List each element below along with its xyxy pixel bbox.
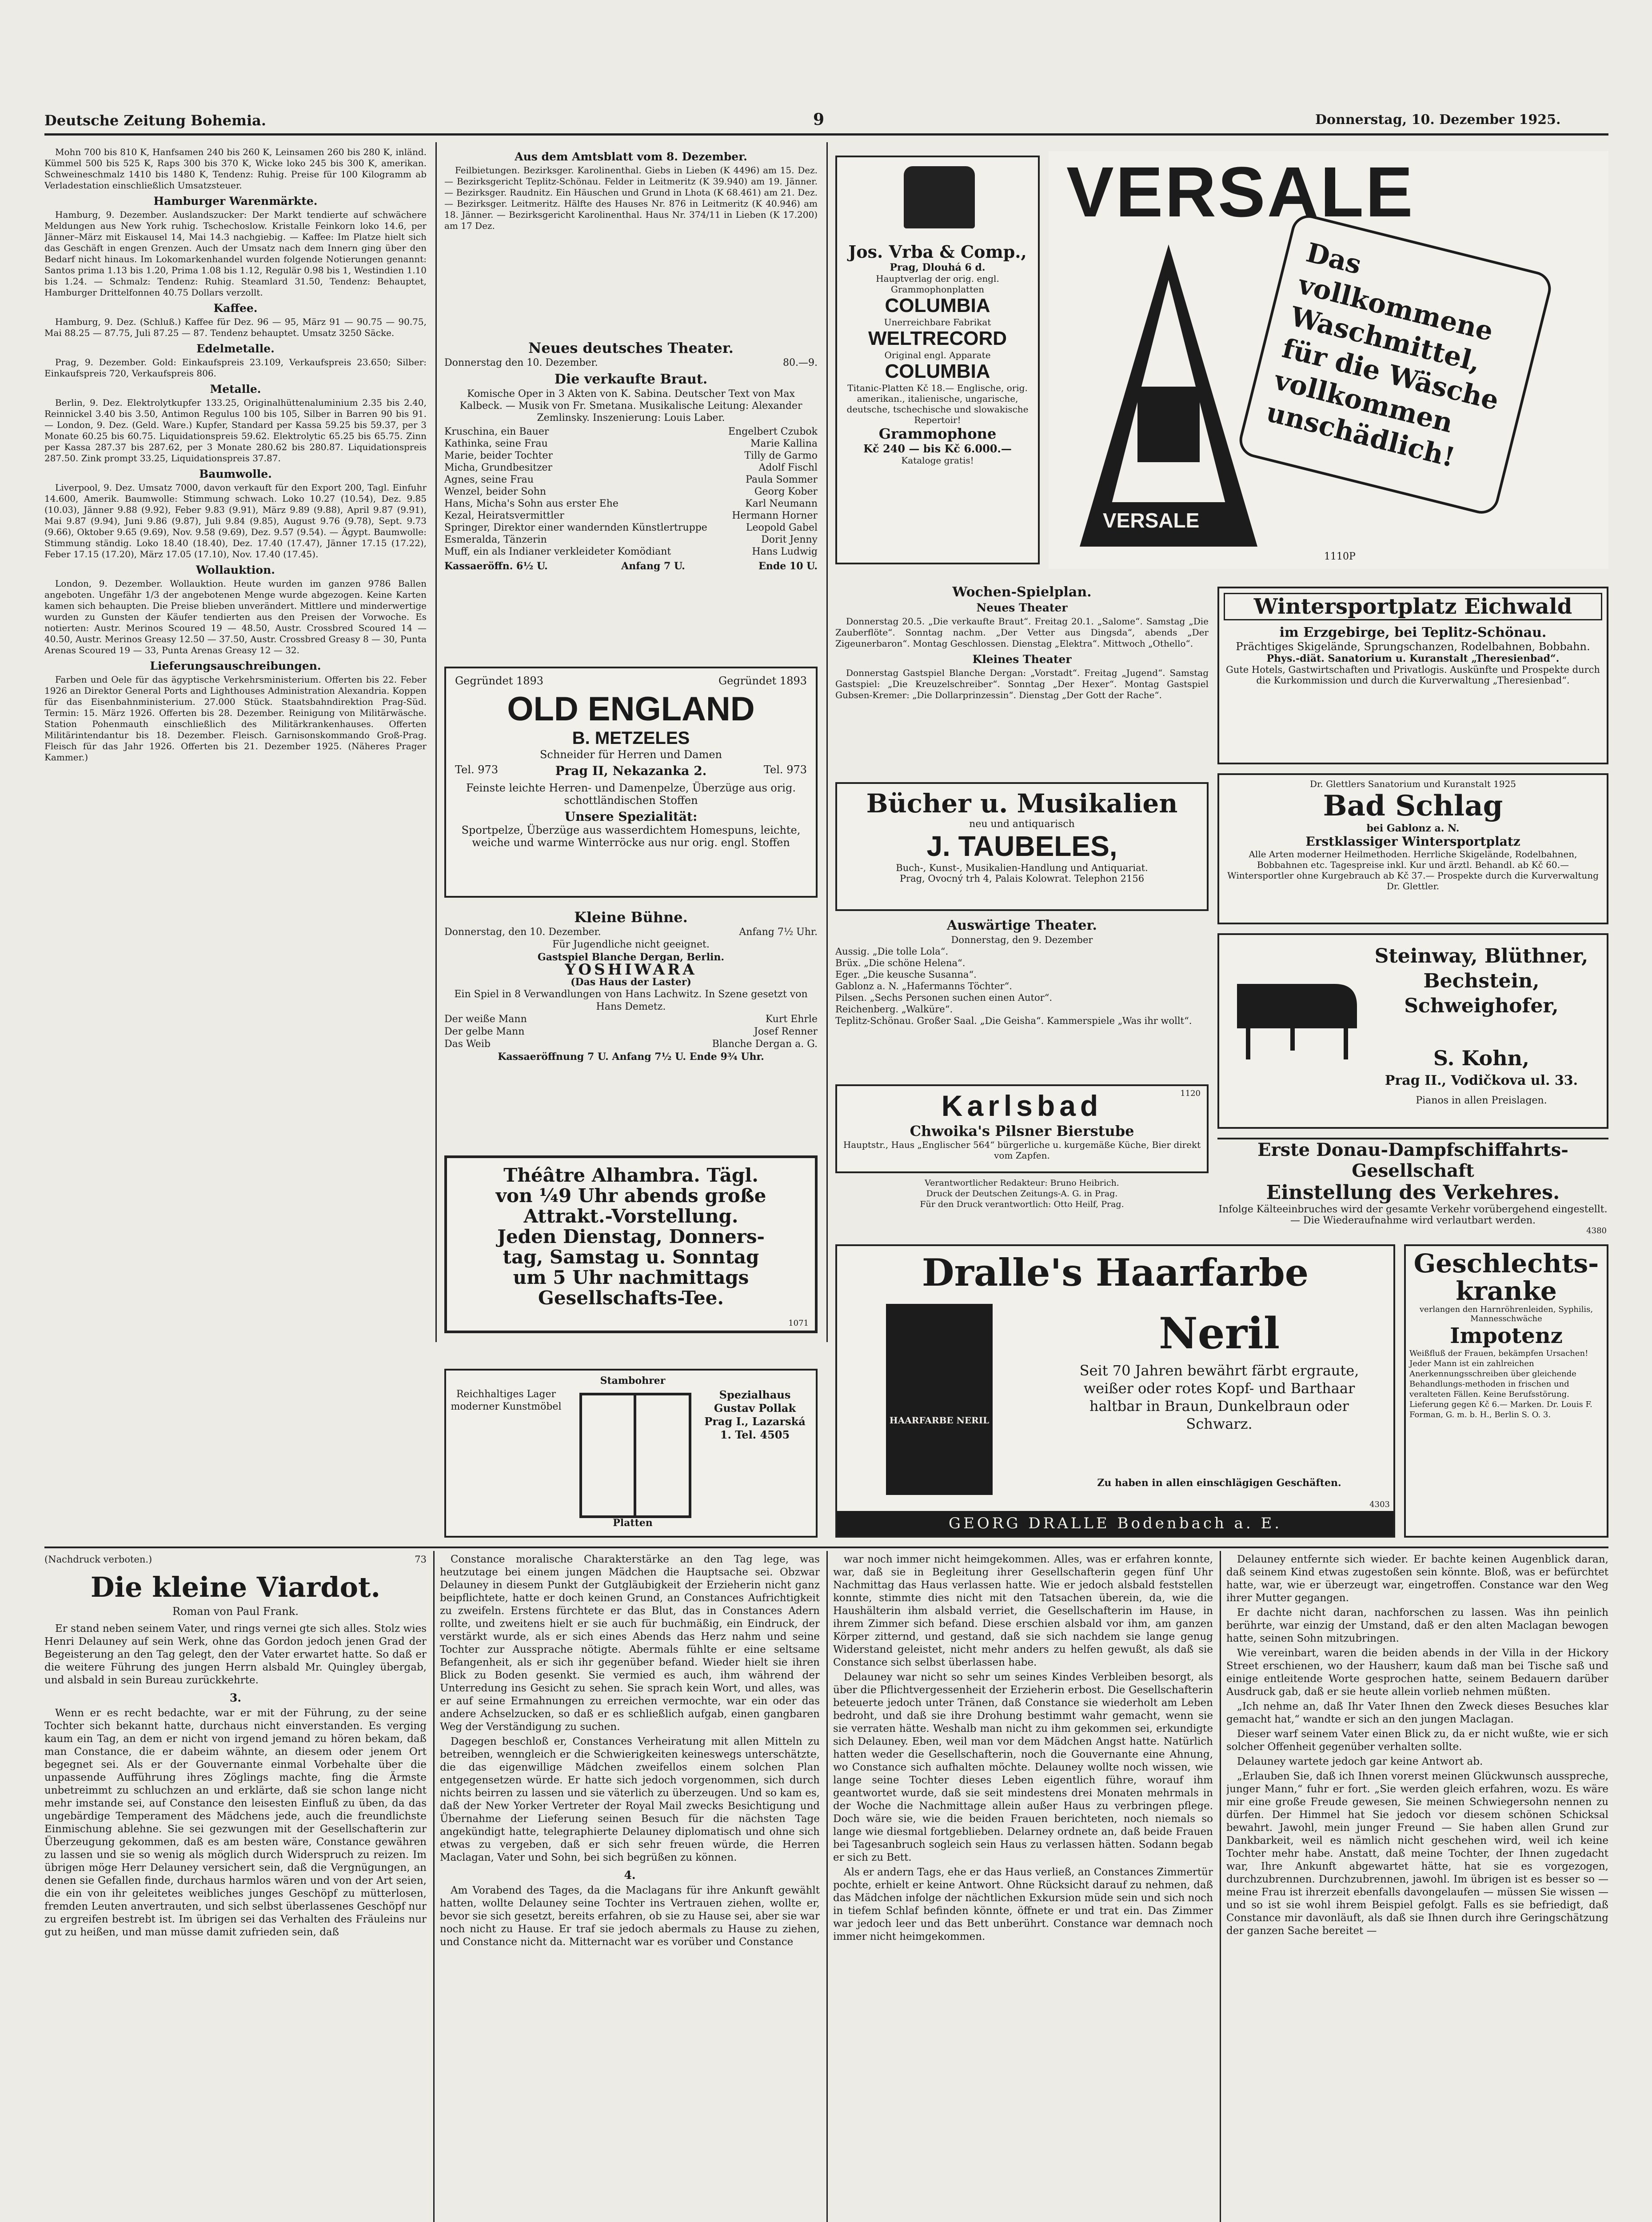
kleine-buehne-heading: Kleine Bühne.: [574, 909, 688, 926]
bad-schlag-top: Dr. Glettlers Sanatorium und Kuranstalt 1925: [1309, 779, 1516, 789]
steinway-note: Pianos in allen Preislagen.: [1416, 1095, 1547, 1106]
gramophone-icon: [904, 166, 975, 228]
wochen-neues-heading: Neues Theater: [976, 601, 1068, 614]
auswaertige-entry: Reichenberg. „Walküre“.: [835, 1004, 953, 1015]
issue-date: Donnerstag, 10. Dezember 1925.: [1315, 112, 1561, 128]
old-england-address-row: [455, 763, 807, 778]
ad-pollak-furniture: [444, 1369, 818, 1538]
feuilleton-p12: „Ich nehme an, daß Ihr Vater Ihnen den Zweck dieses Besuches klar gemacht hat,“ wandte er sich an den jungen Maclagan.: [1226, 1701, 1608, 1725]
vrba-footer: Kataloge gratis!: [901, 455, 974, 466]
cast-actor: Hermann Horner: [732, 510, 818, 521]
feuilleton-col-rule: [1220, 1551, 1221, 2222]
eichwald-line4: Gute Hotels, Gastwirtschaften und Privatlogis. Auskünfte und Prospekte durch die Kurkommission und durch die Kurverwaltung „Theresienbad“.: [1226, 664, 1600, 686]
auswaertige-date: Donnerstag, den 9. Dezember: [951, 935, 1093, 945]
auswaertige-entry: Aussig. „Die tolle Lola“.: [835, 946, 949, 957]
hamburg-text: Hamburg, 9. Dezember. Auslandszucker: Der Markt tendierte auf schwächere Meldungen aus New York ruhig. Tschechoslow. Kristalle Feinkorn loko 14.6, per Jänner–März mit Eiskausel 14, Mai 14.3 nachgiebig. — Kaffee: Im Platze hielt sich das Geschäft in engen Grenzen. Auch der Umsatz nach dem Innern ging über den Bedarf nicht hinaus. Im Lokomarkenhandel wurden folgende Notierungen genannt: Santos prima 1.13 bis 1.20, Prima 1.08 bis 1.12, Regulär 0.98 bis 1, Westindien 1.10 bis 1.24. — Schmalz: Tendenz: Ruhig. Steamlard 31.50, Tendenz: Behauptet, Hamburger Drittelfonnen 40.75 Dollars verzollt.: [44, 209, 427, 298]
gk-title1: Geschlechts-: [1413, 1248, 1599, 1279]
neues-theater-cast: [444, 426, 818, 558]
imprint-print1: Druck der Deutschen Zeitungs-A. G. in Prag.: [926, 1189, 1118, 1199]
steinway-dealer: S. Kohn,: [1433, 1046, 1530, 1070]
old-england-trade: Schneider für Herren und Damen: [539, 748, 722, 761]
cast-role: Esmeralda, Tänzerin: [444, 534, 547, 545]
ddsg-title: Erste Donau-Dampfschiffahrts-Gesellschaft: [1257, 1139, 1568, 1181]
ad-taubeles: [835, 782, 1209, 911]
ad-old-england: [444, 667, 818, 898]
cast-actor: Leopold Gabel: [746, 522, 818, 533]
old-england-founded-left: Gegründet 1893: [455, 675, 544, 687]
vrba-name: Jos. Vrba & Comp.,: [848, 242, 1027, 262]
pollak-right: Spezialhaus Gustav Pollak Prag I., Lazarská 1. Tel. 4505: [704, 1388, 806, 1441]
feuilleton-p14: Delauney wartete jedoch gar keine Antwort ab.: [1237, 1756, 1483, 1767]
market-reports: [44, 147, 427, 1342]
feuilleton-number: 73: [415, 1554, 427, 1565]
ad-alhambra: [444, 1155, 818, 1333]
dralle-bottle: HAARFARBE NERIL: [886, 1304, 993, 1495]
kleine-buehne-date-row: [444, 926, 818, 939]
old-england-owner: B. METZELES: [572, 728, 690, 748]
neues-theater-date-row: [444, 357, 818, 369]
vrba-brand1: COLUMBIA: [885, 295, 990, 316]
imprint-editor: Verantwortlicher Redakteur: Bruno Heibrich.: [925, 1178, 1119, 1188]
cast-actor: Tilly de Garmo: [744, 450, 818, 461]
feuilleton-p11: Wie vereinbart, waren die beiden abends in der Villa in der Hickory Street erschienen, wo der Hausherr, kaum daß man bei Tische saß und einige entleitende Worte gesprochen hatte, seinem Bedauern darüber Ausdruck gab, daß er sie heute allein vorlieb nehmen müßten.: [1226, 1647, 1608, 1698]
ad-versale: [1049, 151, 1608, 569]
header-rule: [44, 133, 1608, 136]
cabinet-icon: [579, 1393, 691, 1518]
piano-icon: [1228, 966, 1361, 1064]
cotton-heading: Baumwolle.: [199, 468, 272, 480]
cast-role: Springer, Direktor einer wandernden Künstlertruppe: [444, 522, 707, 533]
gk-title2: kranke: [1456, 1276, 1557, 1306]
neues-theater-play: Die verkaufte Braut.: [554, 372, 708, 387]
precious-metals-text: Prag, 9. Dezember. Gold: Einkaufspreis 23.109, Verkaufspreis 23.650; Silber: Einkaufspreis 720, Verkaufspreis 806.: [44, 357, 427, 379]
bad-schlag-text: Alle Arten moderner Heilmethoden. Herrliche Skigelände, Rodelbahnen, Bobbahnen etc. Tagespreise inkl. Kur und ärztl. Behandl. ab Kč 60.— Wintersportler ohne Kurgebrauch ab Kč 37.— Prospekte durch die Kurverwaltung Dr. Glettler.: [1227, 849, 1599, 891]
precious-metals-heading: Edelmetalle.: [196, 342, 275, 355]
neues-theater-footer-mid: Anfang 7 U.: [621, 560, 685, 572]
kleine-buehne-play: YOSHIWARA: [565, 961, 697, 979]
auswaertige-entry: Brüx. „Die schöne Helena“.: [835, 958, 966, 968]
auswaertige-entry: Eger. „Die keusche Susanna“.: [835, 969, 977, 980]
vrba-sub: Hauptverlag der orig. engl. Grammophonplatten: [876, 273, 999, 295]
neues-theater-footer: [444, 560, 818, 572]
eichwald-line1: im Erzgebirge, bei Teplitz-Schönau.: [1279, 625, 1547, 640]
hamburg-heading: Hamburger Warenmärkte.: [153, 195, 318, 208]
versale-brand: VERSALE: [1066, 152, 1415, 232]
cast-row: [444, 546, 818, 558]
feuilleton-col-rule: [433, 1551, 435, 2222]
kleine-buehne-note: Für Jugendliche nicht geeignet.: [552, 939, 710, 950]
gk-text: Weißfluß der Frauen, bekämpfen Ursachen! Jeder Mann ist ein zahlreichen Anerkennungsschreiben über gleichende Behandlungs-methoden in frischen und veralteten Fällen. Keine Berufsstörung. Lieferung gegen Kč 6.— Marken. Dr. Louis F. Forman, G. m. b. H., Berlin S. O. 3.: [1409, 1349, 1592, 1419]
wool-heading: Wollauktion.: [196, 563, 275, 576]
supplies-text: Farben und Oele für das ägyptische Verkehrsministerium. Offerten bis 22. Feber 1926 an Direktor General Ports and Lighthouses Administration Alexandria. Koppen für das Eisenbahnministerium. 27.000 Stück. Staatsbahndirektion Prag-Süd. Termin: 15. März 1926. Offerten bis 28. Dezember. Reinigung von Militärwäsche. Station Pohenmauth einschließlich des Militärkrankenhauses. Offerten Militärintendantur bis 18. Dezember. Fleisch. Garnisonskommando Groß-Prag. Fleisch für das Jahr 1926. Offerten bis 21. Dezember 1925. (Näheres Prager Kammer.): [44, 674, 427, 763]
ad-eichwald: [1217, 587, 1608, 764]
ddsg-code: 4380: [1586, 1226, 1607, 1235]
cast-role: Hans, Micha's Sohn aus erster Ehe: [444, 498, 619, 509]
steinway-brands: Steinway, Blüthner, Bechstein, Schweighofer,: [1374, 945, 1588, 1017]
cast-role: Agnes, seine Frau: [444, 474, 534, 485]
cast-actor: Blanche Dergan a. G.: [712, 1039, 818, 1050]
pollak-left: Reichhaltiges Lager moderner Kunstmöbel: [451, 1389, 562, 1412]
vrba-brand3: COLUMBIA: [885, 360, 990, 382]
cast-role: Marie, beider Tochter: [444, 450, 553, 461]
alhambra-line7: Gesellschafts-Tee.: [538, 1287, 724, 1309]
cast-role: Der weiße Mann: [444, 1014, 527, 1025]
metals-heading: Metalle.: [210, 383, 261, 396]
neues-theater: [444, 338, 818, 658]
feuilleton-col-4: [1226, 1553, 1608, 2222]
vrba-brand1-sub: Unerreichbare Fabrikat: [884, 317, 991, 328]
versale-code: 1110P: [1324, 551, 1356, 562]
ad-vrba: [835, 156, 1040, 564]
kleine-buehne: [444, 907, 818, 1138]
bad-schlag-name: Bad Schlag: [1323, 789, 1503, 823]
ad-steinway: [1217, 933, 1608, 1129]
kleine-buehne-guest: Gastspiel Blanche Dergan, Berlin.: [537, 951, 725, 963]
steinway-address: Prag II., Vodičkova ul. 33.: [1385, 1073, 1578, 1088]
supplies-heading: Lieferungsauschreibungen.: [150, 659, 321, 672]
auswaertige-entry: Teplitz-Schönau. Großer Saal. „Die Geisha“. Kammerspiele „Was ihr wollt“.: [835, 1015, 1192, 1026]
neues-theater-date: Donnerstag den 10. Dezember.: [444, 357, 598, 368]
cast-actor: Hans Ludwig: [752, 546, 818, 557]
ad-karlsbad: [835, 1084, 1209, 1173]
cast-role: Micha, Grundbesitzer: [444, 462, 553, 473]
kleine-buehne-cast: [444, 1013, 818, 1051]
ddsg-text: Infolge Kälteeinbruches wird der gesamte Verkehr vorübergehend eingestellt. — Die Wiederaufnahme wird verlautbart werden.: [1218, 1204, 1608, 1226]
cast-actor: Kurt Ehrle: [765, 1014, 818, 1025]
old-england-founded-row: [455, 675, 807, 687]
pollak-top: Stambohrer: [600, 1375, 666, 1387]
feuilleton-col-2: [440, 1553, 820, 2222]
cast-role: Wenzel, beider Sohn: [444, 486, 547, 497]
taubeles-address: Prag, Ovocný trh 4, Palais Kolowrat. Telephon 2156: [899, 873, 1145, 884]
neues-theater-footer-right: Ende 10 U.: [758, 560, 818, 572]
old-england-tel-left: Tel. 973: [455, 763, 499, 776]
neues-theater-desc: Komische Oper in 3 Akten von K. Sabina. Deutscher Text von Max Kalbeck. — Musik von Fr. Smetana. Musikalische Leitung: Alexander Zemlinsky. Inszenierung: Louis Laber.: [459, 388, 802, 424]
cast-actor: Marie Kallina: [750, 438, 818, 449]
dralle-title: Dralle's Haarfarbe: [922, 1251, 1309, 1295]
auswaertige-heading: Auswärtige Theater.: [947, 918, 1097, 933]
wochen-kleines-heading: Kleines Theater: [972, 653, 1072, 666]
old-england-founded-right: Gegründet 1893: [718, 675, 807, 687]
neues-theater-footer-left: Kassaeröffn. 6½ U.: [444, 560, 548, 572]
feuilleton-section-3: 3.: [229, 1691, 242, 1704]
feuilleton-byline: Roman von Paul Frank.: [172, 1605, 299, 1618]
auswaertige-theater: [835, 915, 1209, 1080]
feuilleton-p10: Er dachte nicht daran, nachforschen zu lassen. Was ihn peinlich berührte, war einzig der Umstand, daß er den alten Maclagan bewogen hatte, seinen Sohn mitzubringen.: [1226, 1607, 1608, 1644]
alhambra-line4: Jeden Dienstag, Donners-: [497, 1226, 765, 1247]
versale-label: VERSALE: [1097, 507, 1205, 534]
feuilleton-col-1: [44, 1553, 427, 2222]
alhambra-line2: von ¼9 Uhr abends große: [495, 1185, 766, 1207]
masthead-left: Deutsche Zeitung Bohemia.: [44, 112, 267, 129]
feuilleton-head-row: [44, 1553, 427, 1566]
vrba-grammo: Grammophone: [878, 425, 997, 442]
feuilleton-reprint: (Nachdruck verboten.): [44, 1554, 152, 1565]
versale-scroll: [1236, 212, 1555, 518]
ddsg-headline: Einstellung des Verkehres.: [1266, 1181, 1560, 1204]
cast-row: [444, 462, 818, 474]
old-england-line2: Sportpelze, Überzüge aus wasserdichtem Homespuns, leichte, weiche und warme Winterröcke aus nur orig. engl. Stoffen: [461, 824, 801, 849]
kleine-buehne-footer: Kassaeröffnung 7 U. Anfang 7½ U. Ende 9¾ Uhr.: [498, 1051, 764, 1063]
ad-dralle: [835, 1244, 1395, 1538]
cast-actor: Karl Neumann: [745, 498, 818, 509]
alhambra-line3: Attrakt.-Vorstellung.: [523, 1205, 738, 1227]
ad-ddsg: [1217, 1138, 1608, 1237]
wochen-heading: Wochen-Spielplan.: [952, 584, 1092, 600]
metals-text: Berlin, 9. Dez. Elektrolytkupfer 133.25, Originalhüttenaluminium 2.35 bis 2.40, Reinnickel 3.40 bis 3.50, Antimon Regulus 100 bis 105, Silber in Barren 90 bis 91. — London, 9. Dez. (Geld. Ware.) Kupfer, Standard per Kassa 59.25 bis 59.37, per 3 Monate 60.25 bis 60.75. Liquidationspreis 59.62. Elektrolytic 65.25 bis 65.75. Zinn per Kassa 287.37 bis 287.62, per 3 Monate 280.62 bis 280.87. Liquidationspreis 287.50. Zink prompt 33.25, Liquidationspreis 37.87.: [44, 397, 427, 464]
ad-bad-schlag: [1217, 773, 1608, 924]
feuilleton-p5: Am Vorabend des Tages, da die Maclagans für ihre Ankunft gewählt hatten, wollte Delauney seine Tochter ins Vertrauen ziehen, wollte er, bevor sie sich gesetzt, bereits erfahren, ob sie zu Hause sei, aber sie war noch nicht zu Hause. Er traf sie jedoch abermals zu Hause zu ziehen, und Constance nicht da. Mitternacht war es vorüber und Constance: [440, 1885, 820, 1948]
wool-text: London, 9. Dezember. Wollauktion. Heute wurden im ganzen 9786 Ballen angeboten. Ungefähr 1/3 der angebotenen Menge wurde abgezogen. Keine Karten kamen sich behaupten. Die Preise blieben unverändert. Mittlere und minderwertige wurden zu Gunsten der Käufer tendierten aus den Preisen der Vorwoche. Es notierten: Austr. Merinos Scoured 19 — 48.50, Austr. Crossbred Scoured 14 — 40.50, Austr. Merinos Greasy 12.50 — 37.50, Austr. Crossbred Greasy 8 — 30, Punta Arenas Scoured 19 — 33, Punta Arenas Greasy 12 — 32.: [44, 578, 427, 655]
cast-actor: Josef Renner: [754, 1026, 818, 1037]
page-number: 9: [813, 110, 825, 129]
alhambra-code: 1071: [788, 1319, 809, 1328]
amtsblatt-text: Feilbietungen. Bezirksger. Karolinenthal. Giebs in Lieben (K 4496) am 15. Dez. — Bezirksgericht Teplitz-Schönau. Felder in Leitmeritz (K 39.940) am 19. Jänner. — Bezirksger. Raudnitz. Ein Häuschen und Grund in Lhota (K 68.461) am 21. Dez. — Bezirksger. Leitmeritz. Hälfte des Hauses Nr. 876 in Leitmeritz (K 40.946) am 18. Jänner. — Bezirksgericht Karolinenthal. Haus Nr. 374/11 in Lieben (K 17.200) am 17 Dez.: [444, 165, 818, 231]
auswaertige-entry: Pilsen. „Sechs Personen suchen einen Autor“.: [835, 992, 1053, 1003]
auswaertige-list: [835, 946, 1209, 1027]
karlsbad-name: Karlsbad: [941, 1089, 1103, 1122]
kleine-buehne-date: Donnerstag, den 10. Dezember.: [444, 927, 601, 938]
imprint-print2: Für den Druck verantwortlich: Otto Heilf, Prag.: [920, 1199, 1124, 1209]
cast-role: Der gelbe Mann: [444, 1026, 525, 1037]
feuilleton-col-rule: [826, 1551, 828, 2222]
feuilleton-p9: Delauney entfernte sich wieder. Er bachte keinen Augenblick daran, daß seinem Kind etwas zugestoßen sein könnte. Bloß, was er befürchtet hatte, war, wie er überzeugt war, eingetroffen. Constance war den Weg ihrer Mutter gegangen.: [1226, 1554, 1608, 1604]
bad-schlag-sub: bei Gablonz a. N.: [1366, 823, 1460, 834]
dralle-claim: Seit 70 Jahren bewährt färbt ergraute, weißer oder rotes Kopf- und Barthaar haltbar in Braun, Dunkelbraun oder Schwarz.: [1079, 1362, 1359, 1432]
cast-actor: Georg Kober: [754, 486, 818, 497]
eichwald-line3: Phys.-diät. Sanatorium u. Kuranstalt „Theresienbad“.: [1266, 653, 1560, 664]
cast-role: Kathinka, seine Frau: [444, 438, 548, 449]
dralle-footer: GEORG DRALLE Bodenbach a. E.: [837, 1511, 1393, 1536]
imprint: [835, 1178, 1209, 1210]
cast-actor: Adolf Fischl: [758, 462, 818, 473]
feuilleton-p4: Dagegen beschloß er, Constances Verheiratung mit allen Mitteln zu betreiben, wenngleich er die Schwierigkeiten keineswegs unterschätzte, die das eigenwillige Mädchen zweifellos einem solchen Plan entgegensetzen würde. Er hatte sich jedoch vorgenommen, sich durch nichts beirren zu lassen und sie väterlich zu überzeugen. Und so kam es, daß der New Yorker Vertreter der Royal Mail zwecks Besichtigung und Übernahme der Lieferung seinen Besuch für die nächsten Tage angekündigt hatte, telegraphierte Delauney diplomatisch und ohne sich etwas zu vergeben, daß er sich sehr freuen würde, die Herren Maclagan, Vater und Sohn, bei sich begrüßen zu können.: [440, 1736, 820, 1863]
feuilleton-rule: [44, 1547, 1608, 1548]
feuilleton-title: Die kleine Viardot.: [90, 1571, 381, 1603]
cotton-text: Liverpool, 9. Dez. Umsatz 7000, davon verkauft für den Export 200, Tagl. Einfuhr 14.600, Amerik. Baumwolle: Stimmung schwach. Loko 10.27 (10.54), Dez. 9.85 (10.03), Jänner 9.88 (9.92), Feber 9.83 (9.91), März 9.89 (9.88), April 9.87 (9.91), Mai 9.87 (9.94), Juni 9.86 (9.87), Juli 9.84 (9.85), August 9.76 (9.78), Sept. 9.73 (9.66), Oktober 9.65 (9.69), Nov. 9.58 (9.69), Dez. 9.57 (9.54). — Ägypt. Baumwolle: Stimmung ständig. Loko 18.40 (18.40), Dez. 17.40 (17.47), Jänner 17.15 (17.22), Feber 17.15 (17.20), März 17.05 (17.10), Nov. 17.40 (17.45).: [44, 482, 427, 559]
feuilleton-p1: Er stand neben seinem Vater, und rings vernei gte sich alles. Stolz wies Henri Delauney auf sein Werk, ohne das Gordon jedoch jenen Grad der Begeisterung an den Tag gelegt, den der Vater erwartet hatte. So daß er die weitere Führung des jungen Herrn alsbald Mr. Quingley übergab, und alsbald in sein Bureau zurückkehrte.: [44, 1623, 427, 1686]
wochen-spielplan: [835, 582, 1209, 778]
neues-theater-heading: Neues deutsches Theater.: [528, 340, 734, 356]
neues-theater-ticket: 80.—9.: [783, 357, 818, 368]
kleine-buehne-play-sub: (Das Haus der Laster): [571, 976, 691, 988]
cast-role: Das Weib: [444, 1039, 491, 1050]
alhambra-line6: um 5 Uhr nachmittags: [513, 1267, 749, 1288]
auswaertige-entry: Gablonz a. N. „Hafermanns Töchter“.: [835, 981, 1012, 991]
cast-actor: Paula Sommer: [746, 474, 818, 485]
vrba-brand2: WELTRECORD: [868, 328, 1007, 349]
old-england-name: OLD ENGLAND: [507, 690, 755, 728]
feuilleton-p7: Delauney war nicht so sehr um seines Kindes Verbleiben besorgt, als über die Pflichtvergessenheit der Erzieherin erbost. Die Gesellschafterin beteuerte jedoch unter Tränen, daß Constance sie wiederholt am Leben bedroht, und daß sie ihre Drohung bestimmt wahr gemacht, wenn sie sie verraten hätte. Weshalb man nicht zu ihm gekommen sei, erkundigte sich Delauney. Eben, weil man vor dem Mädchen Angst hatte. Natürlich hatten weder die Gesellschafterin, noch die Gouvernante eine Ahnung, wo Constance sich aufhalten möchte. Delauney wollte noch wissen, wie lange seine Tochter dieses Leben eigentlich führe, worauf ihm geantwortet wurde, daß sie seit mindestens drei Monaten mehrmals in der Woche die Nachmittage allein außer Haus zu verbringen pflege. Doch wäre sie, wie die beiden Frauen berichteten, noch niemals so lange wie diesmal fortgeblieben. Delarney ordnete an, daß beide Frauen bei Tagesanbruch sogleich sein Haus zu verlassen hätten. Sodann begab er sich zu Bett.: [833, 1671, 1213, 1863]
alhambra-line1: Théâtre Alhambra. Tägl.: [503, 1164, 758, 1186]
cast-row: [444, 450, 818, 462]
cast-row: [444, 438, 818, 450]
karlsbad-code: 1120: [1180, 1089, 1201, 1098]
vrba-details: Titanic-Platten Kč 18.— Englische, orig. amerikan., italienische, ungarische, deutsche, tschechische und slowakische Repertoir!: [846, 383, 1029, 425]
karlsbad-sub: Chwoika's Pilsner Bierstube: [910, 1123, 1134, 1139]
column-rule: [826, 142, 828, 1342]
gk-sub: verlangen den Harnröhrenleiden, Syphilis, Mannesschwäche: [1419, 1305, 1593, 1323]
gk-title3: Impotenz: [1450, 1323, 1563, 1348]
versale-slogan: Das vollkommene Waschmittel, für die Wäsche vollkommen unschädlich!: [1263, 237, 1502, 474]
cast-row: [444, 498, 818, 510]
dralle-stock: Zu haben in allen einschlägigen Geschäften.: [1097, 1477, 1341, 1489]
vrba-price: Kč 240 — bis Kč 6.000.—: [863, 442, 1012, 455]
old-england-address: Prag II, Nekazanka 2.: [555, 763, 707, 778]
taubeles-sub: neu und antiquarisch: [969, 819, 1075, 830]
old-england-line1: Feinste leichte Herren- und Damenpelze, Überzüge aus orig. schottländischen Stoffen: [466, 782, 796, 807]
market-intro: Mohn 700 bis 810 K, Hanfsamen 240 bis 260 K, Leinsamen 260 bis 280 K, inländ. Kümmel 500 bis 525 K, Raps 300 bis 370 K, Wicke loko 245 bis 300 K, amerikan. Schweineschmalz 1410 bis 1480 K, Tendenz: Ruhig. Preise für 100 Kilogramm ab Verladestation einschließlich Umsatzsteuer.: [44, 147, 427, 191]
taubeles-name: J. TAUBELES,: [926, 830, 1117, 862]
cast-role: Kruschina, ein Bauer: [444, 426, 549, 437]
cast-row: [444, 1026, 818, 1038]
cast-row: [444, 474, 818, 486]
pollak-bottom: Platten: [613, 1517, 653, 1529]
old-england-tel-right: Tel. 973: [763, 763, 807, 776]
dralle-code: 4303: [1369, 1500, 1390, 1509]
feuilleton-p13: Dieser warf seinem Vater einen Blick zu, da er nicht wußte, wie er sich solcher Offenheit gegenüber verhalten sollte.: [1226, 1728, 1608, 1753]
cast-role: Kezal, Heiratsvermittler: [444, 510, 564, 521]
vrba-address: Prag, Dlouhá 6 d.: [890, 262, 986, 273]
kleine-buehne-start: Anfang 7½ Uhr.: [739, 927, 818, 938]
cast-row: [444, 1013, 818, 1026]
feuilleton-p15: „Erlauben Sie, daß ich Ihnen vorerst meinen Glückwunsch ausspreche, junger Mann,“ fuhr er fort. „Sie werden gleich erfahren, wozu. Es wäre mir eine große Freude gewesen, Sie meinen Schwiegersohn nennen zu dürfen. Der Himmel hat Sie jedoch vor diesem schönen Schicksal bewahrt. Jawohl, mein junger Freund — Sie haben allen Grund zur Dankbarkeit, weil es nämlich nicht geschehen wird, weil ich keine Tochter mehr habe. Anstatt, daß meine Tochter, der Ihnen zugedacht war, Ihre Ankunft abgewartet hätte, hat sie es vorgezogen, durchzubrennen. Durchzubrennen, jawohl. Im übrigen ist es besser so — meine Frau ist ihrerzeit ebenfalls davongelaufen — müssen Sie wissen — und so ist sie wohl ihrem Beispiel gefolgt. Falls es sie befriedigt, daß Constance mir davonläuft, als daß sie Ihnen durch ihre Geringschätzung der ganzen Sache bereitet —: [1226, 1770, 1608, 1937]
wochen-neues-text: Donnerstag 20.5. „Die verkaufte Braut“. Freitag 20.1. „Salome“. Samstag „Die Zauberflöte“. Sonntag nachm. „Der Vetter aus Dingsda“, abends „Der Zigeunerbaron“. Montag Geschlossen. Dienstag „Elektra“. Mittwoch „Othello“.: [835, 616, 1209, 649]
column-rule: [435, 142, 437, 1342]
cast-row: [444, 522, 818, 534]
cast-row: [444, 534, 818, 546]
feuilleton-p2: Wenn er es recht bedachte, war er mit der Führung, zu der seine Tochter sich bekannt hatte, durchaus nicht einverstanden. Es verging kaum ein Tag, an dem er nicht von irgend jemand zu hören bekam, daß man Constance, die er dabeim wähnte, an diesem oder jenem Ort begegnet sei. Als er der Gouvernante einmal Vorbehalte über die unpassende Aufführung ihres Zöglings machte, fing die Ärmste unbetreimmt zu schluchzen an und erklärte, daß sie schon lange nicht mehr imstande sei, auf Constance den leisesten Einfluß zu üben, da das ungebärdige Temperament des Mädchens jede, auch die freundlichste Einmischung ablehne. Sie sei gezwungen mit der Gesellschafterin zur Überzeugung gekommen, daß es am besten wäre, Constance gewähren zu lassen und sie so wenig als möglich durch Widerspruch zu reizen. Im übrigen möge Herr Delauney versichert sein, daß die Vergnügungen, an denen sie Gefallen finde, durchaus harmlos wären und von der Art seien, die ein von ihr geleitetes weibliches junges Geschöpf zu mütterlosen, fremden Leuten anvertrauten, und sich selbst überlassenes Geschöpf nur zu ergreifen bestrebt ist. Im übrigen sei das Verhalten des Fräuleins nur gut zu heißen, und man müsse damit zufrieden sein, daß: [44, 1707, 427, 1938]
taubeles-trade: Buch-, Kunst-, Musikalien-Handlung und Antiquariat.: [896, 863, 1148, 873]
coffee-text: Hamburg, 9. Dez. (Schluß.) Kaffee für Dez. 96 — 95, März 91 — 90.75 — 90.75, Mai 88.25 — 87.75, Juli 87.25 — 87. Tendenz behauptet. Umsatz 3250 Säcke.: [44, 316, 427, 338]
wochen-kleines-text: Donnerstag Gastspiel Blanche Dergan: „Vorstadt“. Freitag „Jugend“. Samstag Gastspiel: „Die Kreuzelschreiber“. Sonntag „Der Hexer“. Montag Gastspiel Gubsen-Kremer: „Die Dollarprinzessin“. Dienstag „Der Gott der Rache“.: [835, 667, 1209, 700]
dralle-product: Neril: [1158, 1308, 1280, 1359]
ad-geschlechtskranke: [1404, 1244, 1608, 1538]
taubeles-headline: Bücher u. Musikalien: [866, 788, 1178, 819]
feuilleton-col-3: [833, 1553, 1213, 2222]
old-england-special: Unsere Spezialität:: [564, 809, 698, 824]
amtsblatt-heading: Aus dem Amtsblatt vom 8. Dezember.: [515, 150, 747, 163]
karlsbad-address: Hauptstr., Haus „Englischer 564“ bürgerliche u. kurgemäße Küche, Bier direkt vom Zapfen.: [843, 1139, 1201, 1161]
cast-role: Muff, ein als Indianer verkleideter Komödiant: [444, 546, 671, 557]
feuilleton-p8: Als er andern Tags, ehe er das Haus verließ, an Constances Zimmertür pochte, erhielt er keine Antwort. Ohne Rücksicht darauf zu nehmen, daß das Mädchen infolge der nächtlichen Exkursion müde sein und sich noch in tiefem Schlaf befinden könnte, öffnete er und trat ein. Das Zimmer war jedoch leer und das Bett unberührt. Constance war demnach noch immer nicht heimgekommen.: [833, 1866, 1213, 1942]
feuilleton-p6: war noch immer nicht heimgekommen. Alles, was er erfahren konnte, war, daß sie in Begleitung ihrer Gesellschafterin gegen fünf Uhr Nachmittag das Haus verlassen hatte. Wie er jedoch alsbald feststellen konnte, stimmte dies nicht mit den Tatsachen überein, da, wie die Haushälterin ihm alsbald verriet, die Gesellschafterin im Hause, in ihrem Zimmer sich befand. Diese erschien alsbald vor ihm, am ganzen Körper zitternd, und gestand, daß sie sich nachdem sie lange genug Widerstand geleistet, nicht mehr anders zu helfen gewußt, als daß sie Constance sich selbst überlassen habe.: [833, 1554, 1213, 1668]
feuilleton-p3: Constance moralische Charakterstärke an den Tag lege, was heutzutage bei einem jungen Mädchen die Hauptsache sei. Obzwar Delauney in diesem Punkt der Gutgläubigkeit der Erzieherin nicht ganz beipflichtete, hatte er doch keinen Grund, an Constances Aufrichtigkeit zu zweifeln. Erstens fürchtete er das Blut, das in Constances Adern rollte, und zweitens hielt er sie auch für buchmäßig, ein Eindruck, der verstärkt wurde, als er sich eines Abends das Herz nahm und seine Tochter zur Aussprache nötigte. Abermals fühlte er eine seltsame Befangenheit, als er sich ihr gegenüber befand. Wieder hielt sie ihren Blick zu Boden gesenkt. Sie vermied es auch, ihm während der Unterredung ins Gesicht zu sehen. Sie sprach kein Wort, und alles, was er auf seine Ermahnungen zu erreichen vermochte, war ein oder das andere Achselzucken, so daß er es schließlich aufgab, einen gangbaren Weg der Verständigung zu suchen.: [440, 1554, 820, 1733]
feuilleton-section-4: 4.: [624, 1869, 636, 1882]
bad-schlag-season: Erstklassiger Wintersportplatz: [1305, 834, 1520, 849]
cast-row: [444, 1038, 818, 1051]
amtsblatt: [444, 147, 818, 333]
eichwald-title: Wintersportplatz Eichwald: [1224, 593, 1602, 620]
eichwald-line2: Prächtiges Skigelände, Sprungschanzen, Rodelbahnen, Bobbahn.: [1236, 640, 1590, 653]
coffee-heading: Kaffee.: [213, 302, 258, 315]
cast-row: [444, 510, 818, 522]
cast-actor: Dorit Jenny: [761, 534, 818, 545]
cast-row: [444, 426, 818, 438]
cast-row: [444, 486, 818, 498]
cast-actor: Engelbert Czubok: [728, 426, 818, 437]
alhambra-line5: tag, Samstag u. Sonntag: [503, 1246, 759, 1268]
vrba-brand2-sub: Original engl. Apparate: [884, 350, 991, 360]
kleine-buehne-desc: Ein Spiel in 8 Verwandlungen von Hans Lachwitz. In Szene gesetzt von Hans Demetz.: [454, 989, 808, 1012]
